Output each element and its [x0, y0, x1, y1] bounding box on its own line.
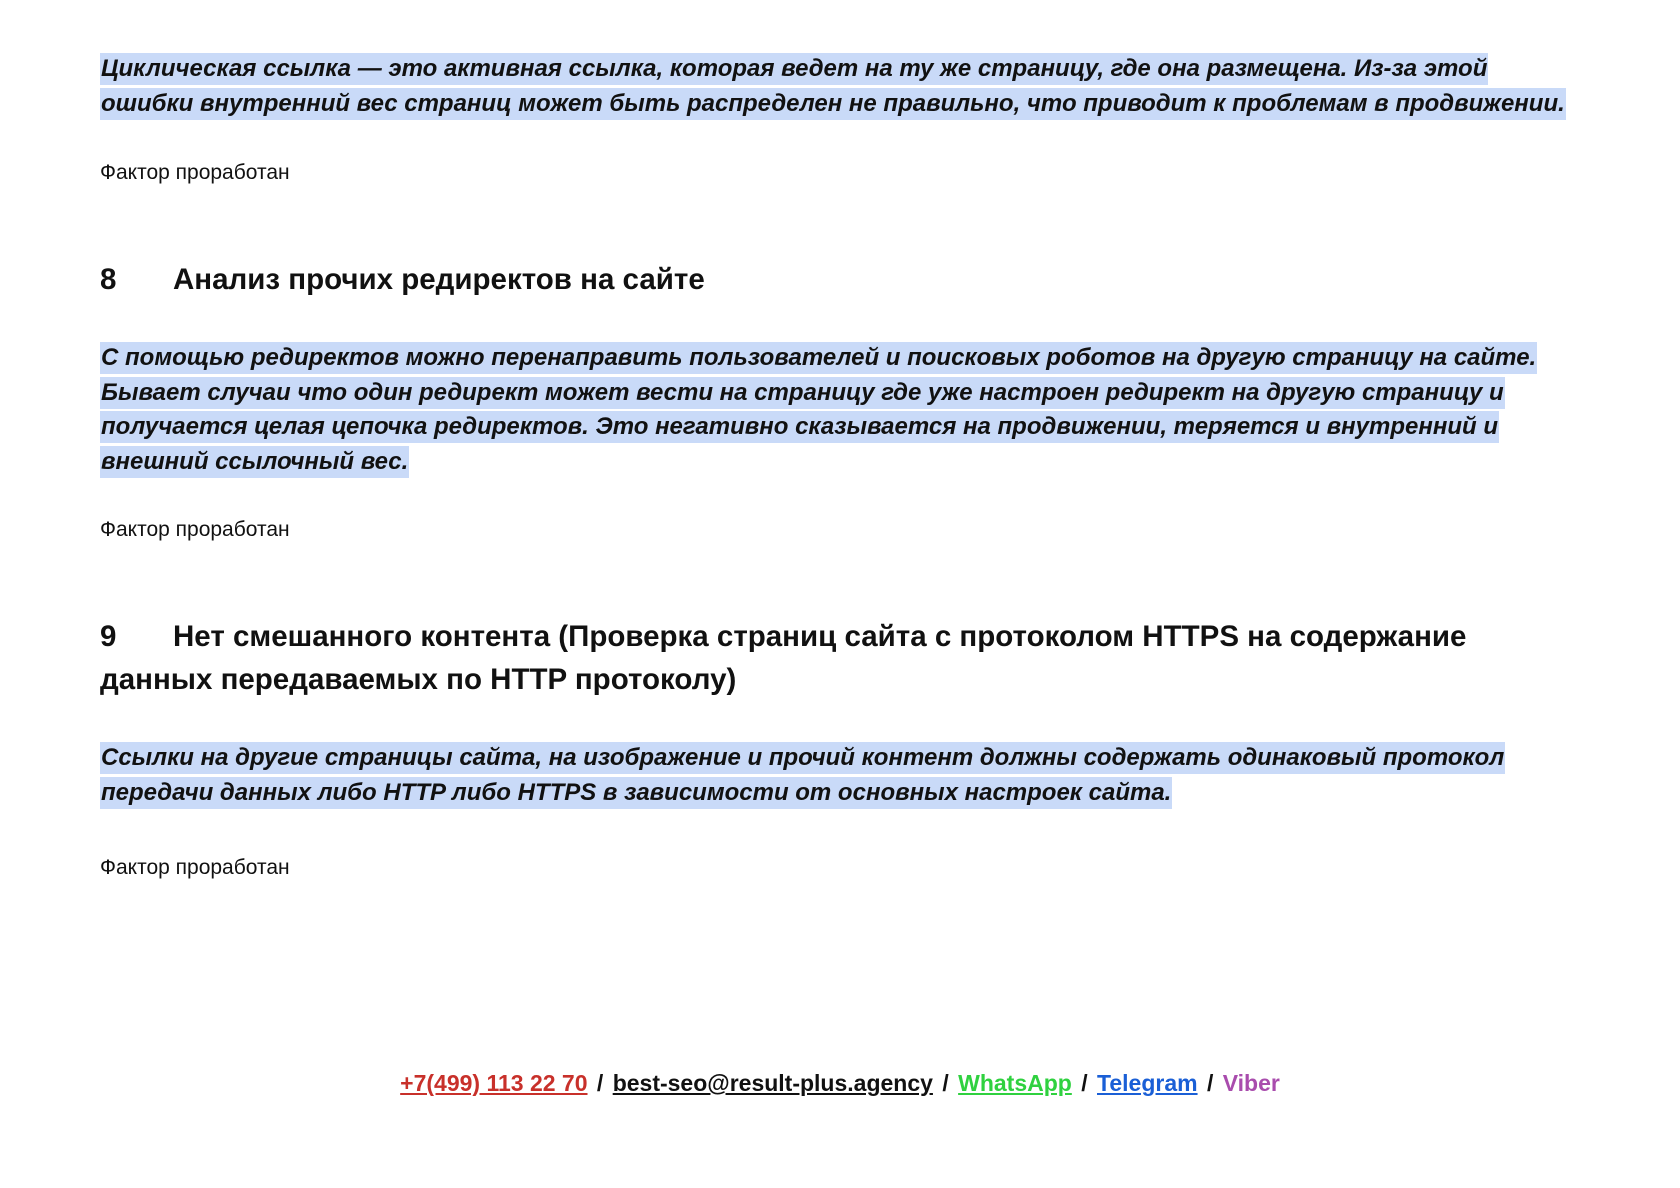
- factor-status: Фактор проработан: [100, 856, 290, 879]
- contact-footer: [0, 1068, 1680, 1098]
- whatsapp-link[interactable]: WhatsApp: [958, 1070, 1072, 1096]
- factor-status: Фактор проработан: [100, 518, 290, 541]
- highlighted-text: Ссылки на другие страницы сайта, на изображение и прочий контент должны содержать одинаковый протокол передачи данных либо HTTP либо HTTPS в зависимости от основных настроек сайта.: [100, 742, 1505, 809]
- separator: /: [942, 1070, 949, 1096]
- factor-status: Фактор проработан: [100, 161, 290, 184]
- section-number: 9: [100, 620, 117, 653]
- separator: /: [596, 1070, 604, 1096]
- section-number: 8: [100, 263, 117, 296]
- redirects-paragraph: [100, 341, 1580, 479]
- section-heading-8: [100, 258, 1580, 301]
- section-title: Анализ прочих редиректов на сайте: [173, 263, 705, 296]
- email-link[interactable]: best-seo@result-plus.agency: [612, 1070, 933, 1096]
- separator: /: [1081, 1070, 1088, 1096]
- document-page: [100, 52, 1580, 882]
- section-title: Нет смешанного контента (Проверка страниц сайта с протоколом HTTPS на содержание данных передаваемых по HTTP протоколу): [100, 620, 1467, 696]
- separator: /: [1206, 1070, 1214, 1096]
- phone-link[interactable]: +7(499) 113 22 70: [400, 1070, 588, 1096]
- mixed-content-paragraph: [100, 741, 1580, 810]
- viber-label: Viber: [1222, 1070, 1280, 1096]
- highlighted-text: С помощью редиректов можно перенаправить пользователей и поисковых роботов на другую страницу на сайте. Бывает случаи что один редирект может вести на страницу где уже настроен редирект на другую страницу и получается целая цепочка редиректов. Это негативно сказывается на продвижении, теряется и внутренний и внешний ссылочный вес.: [100, 342, 1537, 478]
- telegram-link[interactable]: Telegram: [1097, 1070, 1198, 1096]
- highlighted-text: Циклическая ссылка — это активная ссылка, которая ведет на ту же страницу, где она размещена. Из-за этой ошибки внутренний вес страниц может быть распределен не правильно, что приводит к проблемам в продвижении.: [100, 53, 1566, 120]
- section-heading-9: [100, 615, 1580, 701]
- cyclic-link-paragraph: [100, 52, 1580, 121]
